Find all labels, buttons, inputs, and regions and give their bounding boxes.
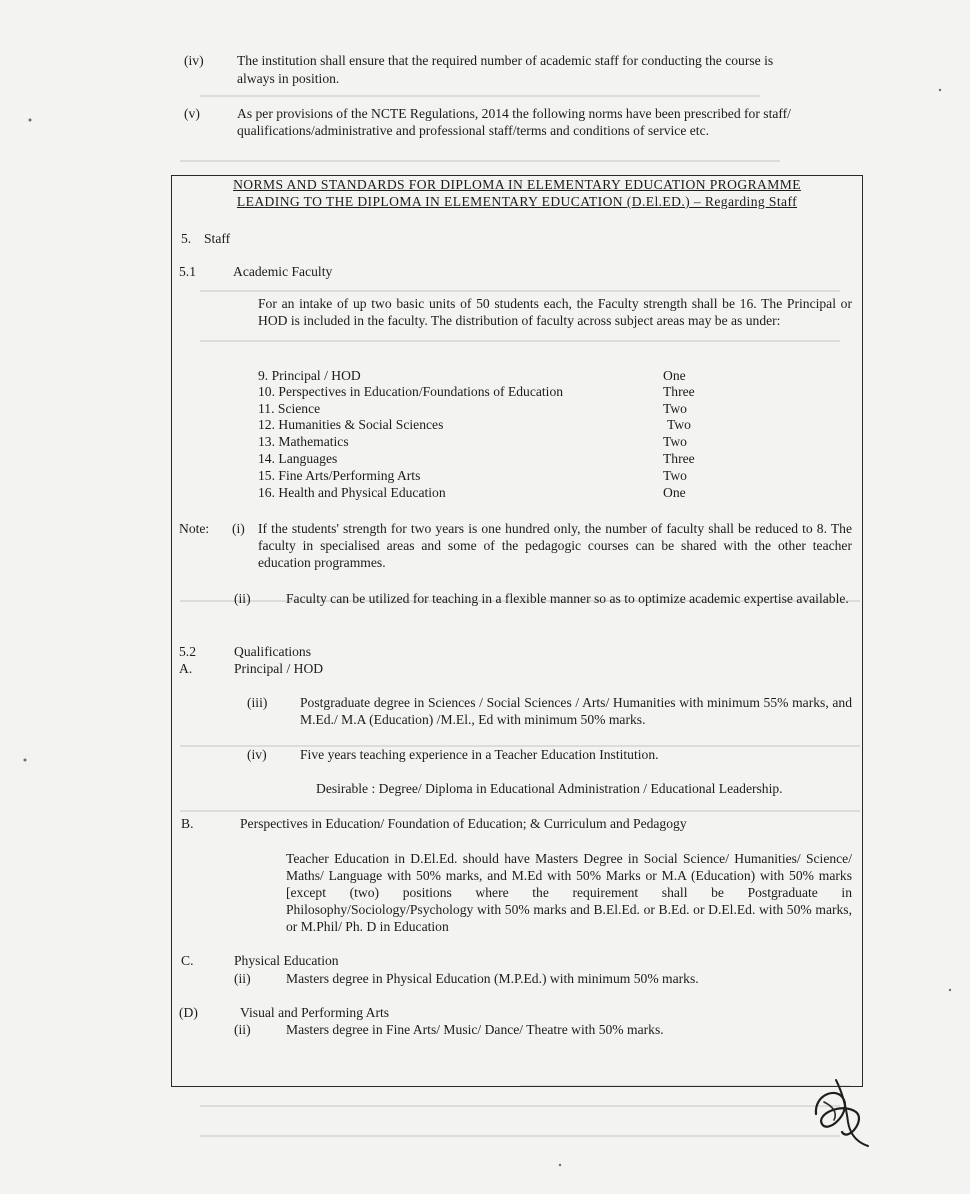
qualification-a-label: A. — [179, 661, 193, 676]
subsection-5-2-number: 5.2 — [179, 644, 196, 659]
faculty-count: Two — [663, 434, 687, 449]
faculty-strength-paragraph: For an intake of up two basic units of 50 students each, the Faculty strength shall be 16. The Principal or HOD is included in the faculty. The distribution of faculty across subject areas may be as under: — [258, 296, 852, 328]
faculty-subject: 15. Fine Arts/Performing Arts — [258, 468, 421, 483]
desirable-line: Desirable : Degree/ Diploma in Educational Administration / Educational Leadership. — [316, 781, 783, 796]
faculty-count: Three — [663, 384, 695, 399]
faculty-count: Two — [667, 417, 691, 432]
faculty-count: One — [663, 485, 686, 500]
qualification-c-number: (ii) — [234, 971, 251, 986]
qualification-b-label: B. — [181, 816, 194, 831]
item-v-text-line1: As per provisions of the NCTE Regulations, 2014 the following norms have been prescribed for staff/ — [237, 106, 791, 121]
section-number: 5. — [181, 231, 192, 246]
qualification-d-text: Masters degree in Fine Arts/ Music/ Dance/ Theatre with 50% marks. — [286, 1022, 664, 1037]
faculty-subject: 13. Mathematics — [258, 434, 349, 449]
qualification-a-title: Principal / HOD — [234, 661, 324, 676]
norms-title-line2: LEADING TO THE DIPLOMA IN ELEMENTARY EDUCATION (D.El.ED.) – Regarding Staff — [236, 194, 798, 209]
section-title: Staff — [204, 231, 231, 246]
qualification-c-text: Masters degree in Physical Education (M.P.Ed.) with minimum 50% marks. — [286, 971, 699, 986]
faculty-subject: 12. Humanities & Social Sciences — [258, 417, 444, 432]
item-iv-text-line2: always in position. — [237, 71, 340, 86]
faculty-subject: 14. Languages — [258, 451, 338, 466]
norms-title-line1: NORMS AND STANDARDS FOR DIPLOMA IN ELEMENTARY EDUCATION PROGRAMME — [233, 177, 801, 192]
faculty-count: Two — [663, 401, 687, 416]
faculty-subject: 11. Science — [258, 401, 321, 416]
signature — [808, 1072, 878, 1152]
note-label: Note: — [179, 521, 210, 536]
qualification-b-text: Teacher Education in D.El.Ed. should have Masters Degree in Social Science/ Humanities/ Science/ Maths/ Language with 50% marks, and M.Ed with 50% Marks or M.A (Education) with 50% marks [except (two) positions where the requirement shall be Postgraduate in Philosophy/Sociology/Psychology with 50% marks and B.El.Ed. or B.Ed. or D.El.Ed. with 50% marks, or M.Phil/ Ph. D in Education — [286, 851, 852, 934]
note-i-number: (i) — [232, 521, 245, 536]
note-i-text: If the students' strength for two years is one hundred only, the number of faculty shall be reduced to 8. The faculty in specialised areas and some of the pedagogic courses can be shared with the other teacher education programmes. — [258, 521, 852, 570]
qualification-c-label: C. — [181, 953, 194, 968]
note-ii-text: Faculty can be utilized for teaching in a flexible manner so as to optimize academic expertise available. — [286, 591, 849, 606]
qualification-a-iv-text: Five years teaching experience in a Teacher Education Institution. — [300, 747, 659, 762]
faculty-count: One — [663, 368, 686, 383]
faculty-count: Two — [663, 468, 687, 483]
faculty-count: Three — [663, 451, 695, 466]
qualification-d-title: Visual and Performing Arts — [240, 1005, 390, 1020]
item-iv-number: (iv) — [184, 53, 204, 68]
faculty-subject: 10. Perspectives in Education/Foundations of Education — [258, 384, 564, 399]
item-iv-text-line1: The institution shall ensure that the required number of academic staff for conducting the course is — [237, 53, 774, 68]
subsection-5-1-title: Academic Faculty — [233, 264, 333, 279]
qualification-c-title: Physical Education — [234, 953, 339, 968]
qualification-b-title: Perspectives in Education/ Foundation of Education; & Curriculum and Pedagogy — [240, 816, 687, 831]
item-v-text-line2: qualifications/administrative and professional staff/terms and conditions of service etc. — [237, 123, 709, 138]
qualification-d-label: (D) — [179, 1005, 198, 1020]
qualification-a-iii-number: (iii) — [247, 695, 268, 710]
faculty-subject: 16. Health and Physical Education — [258, 485, 446, 500]
item-v-number: (v) — [184, 106, 200, 121]
qualification-a-iv-number: (iv) — [247, 747, 267, 762]
subsection-5-2-title: Qualifications — [234, 644, 312, 659]
qualification-a-iii-text: Postgraduate degree in Sciences / Social Sciences / Arts/ Humanities with minimum 55% marks, and M.Ed./ M.A (Education) /M.El., Ed with minimum 50% marks. — [300, 695, 852, 727]
qualification-d-number: (ii) — [234, 1022, 251, 1037]
note-ii-number: (ii) — [234, 591, 251, 606]
faculty-subject: 9. Principal / HOD — [258, 368, 361, 383]
subsection-5-1-number: 5.1 — [179, 264, 196, 279]
